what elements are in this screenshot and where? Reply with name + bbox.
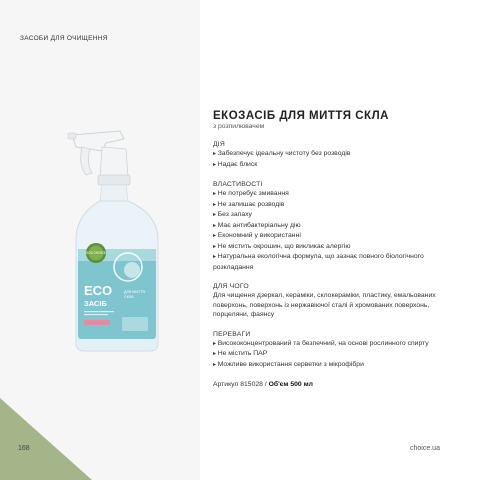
- article-number: Артикул 815028 /: [213, 381, 267, 388]
- article-volume: Об'єм 500 мл: [268, 381, 313, 388]
- property-item: ▸ Економний у використанні: [213, 231, 438, 242]
- action-heading: ДІЯ: [213, 141, 226, 148]
- action-item: ▸ Забезпечує ідеальну чистоту без розводів: [213, 149, 438, 160]
- property-item: ▸ Має антибактеріальну дію: [213, 221, 438, 232]
- corner-decoration: [0, 398, 92, 480]
- page-number: 168: [18, 445, 30, 452]
- advantage-item: ▸ Не містить ПАР: [213, 349, 438, 360]
- bottle-eco-text: ECO: [84, 283, 113, 298]
- property-item: ▸ Не залишає розводів: [213, 200, 438, 211]
- advantage-item: ▸ Висококонцентрований та безпечний, на основі рослинного спирту: [213, 339, 438, 350]
- advantages-heading: ПЕРЕВАГИ: [213, 330, 251, 338]
- product-bottle-image: [62, 117, 172, 355]
- properties-heading: ВЛАСТИВОСТІ: [213, 181, 263, 188]
- property-item: ▸ Не потребує змивання: [213, 189, 438, 200]
- bottle-zasib-text: ЗАСІБ: [84, 299, 107, 308]
- section-label: ЗАСОБИ ДЛЯ ОЧИЩЕННЯ: [20, 35, 108, 42]
- product-description: [213, 110, 438, 388]
- property-item: ▸ Не містить окрошин, що викликає алергію: [213, 242, 438, 253]
- usage-text: Для чищення дзеркал, кераміки, склокераміки, пластику, емальованих поверхонь, поверхонь із нержавіючої сталі й хромованих поверхонь, порцеляни, фаянсу: [213, 292, 436, 318]
- bottle-purpose-line1: ДЛЯ МИТТЯ: [124, 290, 145, 294]
- usage-heading: ДЛЯ ЧОГО: [213, 283, 249, 290]
- product-subtitle: з розпилювачем: [213, 123, 265, 130]
- product-title: ЕКОЗАСІБ ДЛЯ МИТТЯ СКЛА: [213, 110, 389, 122]
- action-item: ▸ Надає блиск: [213, 160, 438, 171]
- bottle-brand: SOS CHOICE: [85, 251, 107, 255]
- article-info: [213, 381, 438, 388]
- advantage-item: ▸ Можливе використання серветки з мікрофібри: [213, 360, 438, 371]
- bottle-purpose-line2: СКЛА: [124, 295, 134, 299]
- property-item: ▸ Без запаху: [213, 210, 438, 221]
- property-item: ▸ Натуральна екологічна формула, що зазнає повного біологічного розкладання: [213, 252, 438, 272]
- site-url[interactable]: choice.ua: [410, 445, 440, 452]
